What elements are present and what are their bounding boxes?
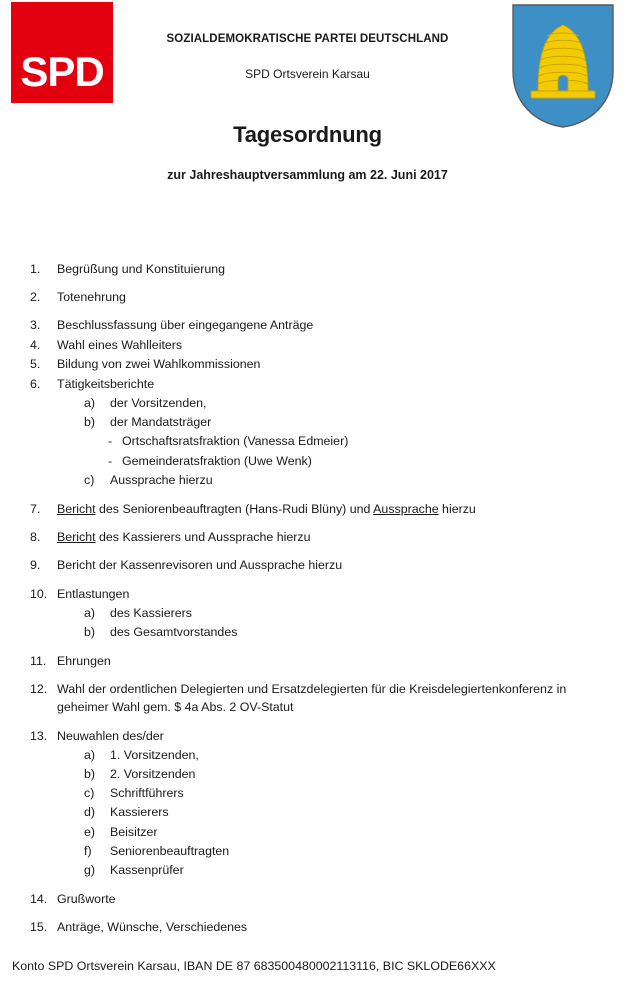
plain-term: des Kassierers und Aussprache hierzu	[95, 529, 311, 544]
agenda-subitem-label: des Kassierers	[110, 605, 192, 620]
agenda-subitem	[0, 784, 632, 803]
organization-chapter: SPD Ortsverein Karsau	[245, 67, 370, 81]
page-subtitle: zur Jahreshauptversammlung am 22. Juni 2017	[167, 168, 448, 182]
agenda-subitem-marker: g)	[84, 863, 96, 878]
agenda-item-label: Neuwahlen des/der	[57, 728, 164, 743]
agenda-item	[0, 317, 632, 335]
agenda-item-marker: 11.	[30, 653, 47, 668]
agenda-item-label	[57, 502, 476, 516]
agenda-item-marker: 1.	[30, 261, 41, 276]
agenda-subitem-label: der Mandatsträger	[110, 415, 212, 430]
agenda-subitem-marker: b)	[84, 767, 96, 782]
agenda-subitem-marker: d)	[84, 805, 96, 820]
plain-term: hierzu	[438, 501, 476, 516]
bank-account-footer: Konto SPD Ortsverein Karsau, IBAN DE 87 683500480002113116, BIC SKLODE66XXX	[12, 959, 496, 973]
agenda-item-label: Tätigkeitsberichte	[57, 376, 155, 391]
agenda-item-marker: 4.	[30, 337, 41, 352]
agenda-item	[0, 681, 632, 717]
agenda-item-label: Bericht der Kassenrevisoren und Aussprache hierzu	[57, 558, 343, 573]
agenda-subitem-label: Kassierers	[110, 805, 169, 820]
agenda-subitem-marker: a)	[84, 605, 96, 620]
agenda-subitem	[0, 604, 632, 623]
underlined-term: Bericht	[57, 529, 96, 544]
agenda-subitem	[0, 471, 632, 490]
agenda-item-label: Wahl eines Wahlleiters	[57, 337, 183, 352]
underlined-term: Bericht	[57, 501, 96, 516]
agenda-subitem-marker: a)	[84, 395, 96, 410]
agenda-item	[0, 261, 632, 279]
agenda-subitem-label: Kassenprüfer	[110, 863, 184, 878]
agenda-subitem	[0, 765, 632, 784]
header-center-block	[120, 0, 495, 81]
agenda-subitem-label: der Vorsitzenden,	[110, 395, 207, 410]
agenda-item-label: Wahl der ordentlichen Delegierten und Ersatzdelegierten für die Kreisdelegiertenkonferenz in geheimer Wahl gem. $ 4a Abs. 2 OV-Statut	[57, 682, 567, 715]
agenda-item-label: Anträge, Wünsche, Verschiedenes	[57, 920, 248, 935]
agenda-subitem-label: Schriftführers	[110, 786, 184, 801]
agenda-item	[0, 891, 632, 909]
agenda-item-label: Begrüßung und Konstituierung	[57, 261, 226, 276]
agenda-item-label: Ehrungen	[57, 653, 111, 668]
spd-logo	[11, 2, 113, 103]
agenda-item	[0, 501, 632, 519]
agenda-dash-item-marker: -	[108, 434, 113, 449]
agenda-dash-item	[0, 452, 632, 471]
organization-name: SOZIALDEMOKRATISCHE PARTEI DEUTSCHLAND	[166, 33, 449, 45]
agenda-subitem	[0, 842, 632, 861]
agenda-subitem-label: Aussprache hierzu	[110, 472, 213, 487]
agenda-item-label	[57, 530, 310, 544]
agenda-item-marker: 8.	[30, 529, 41, 544]
agenda-item	[0, 337, 632, 355]
agenda-item-marker: 3.	[30, 318, 41, 333]
agenda-subitem-marker: c)	[84, 472, 95, 487]
agenda-item-marker: 12.	[30, 682, 48, 697]
agenda-item-label: Beschlussfassung über eingegangene Anträge	[57, 318, 314, 333]
agenda-item-marker: 6.	[30, 376, 41, 391]
page-title: Tagesordnung	[233, 122, 382, 147]
agenda-subitem	[0, 823, 632, 842]
agenda-subitem-marker: b)	[84, 625, 96, 640]
agenda-item-marker: 15.	[30, 920, 48, 935]
agenda-subitem	[0, 394, 632, 413]
karsau-beehive-coat-of-arms-icon	[511, 3, 615, 129]
agenda-subitem-marker: f)	[84, 843, 92, 858]
underlined-term: Aussprache	[373, 501, 439, 516]
agenda-subitem	[0, 861, 632, 880]
agenda-item	[0, 919, 632, 937]
agenda-dash-item-label: Gemeinderatsfraktion (Uwe Wenk)	[122, 453, 312, 468]
agenda-item	[0, 356, 632, 374]
agenda-item-marker: 2.	[30, 289, 41, 304]
title-block	[120, 122, 495, 182]
agenda-dash-item-marker: -	[108, 453, 113, 468]
agenda-item	[0, 376, 632, 394]
agenda-item-label: Bildung von zwei Wahlkommissionen	[57, 357, 261, 372]
spd-logo-text: SPD	[20, 48, 104, 95]
agenda-item-marker: 5.	[30, 357, 41, 372]
agenda-subitem-label: Seniorenbeauftragten	[110, 843, 230, 858]
agenda-item-marker: 7.	[30, 501, 41, 516]
agenda-subitem-marker: a)	[84, 747, 96, 762]
agenda-item	[0, 653, 632, 671]
agenda-subitem	[0, 803, 632, 822]
agenda-subitem	[0, 623, 632, 642]
agenda-subitem	[0, 413, 632, 432]
agenda-item	[0, 289, 632, 307]
agenda-subitem-marker: c)	[84, 786, 95, 801]
agenda-item-marker: 14.	[30, 891, 48, 906]
agenda-subitem-label: des Gesamtvorstandes	[110, 625, 238, 640]
agenda-item-label: Totenehrung	[57, 289, 126, 304]
agenda-subitem-marker: b)	[84, 415, 96, 430]
agenda-item	[0, 529, 632, 547]
agenda-item-marker: 9.	[30, 558, 41, 573]
agenda-subitem-label: 1. Vorsitzenden,	[110, 747, 199, 762]
agenda-item	[0, 728, 632, 746]
agenda-item-label: Grußworte	[57, 891, 116, 906]
agenda-subitem	[0, 746, 632, 765]
agenda-subitem-label: 2. Vorsitzenden	[110, 767, 196, 782]
agenda-item	[0, 586, 632, 604]
agenda-subitem-label: Beisitzer	[110, 824, 158, 839]
agenda-item-label: Entlastungen	[57, 586, 130, 601]
agenda-item	[0, 557, 632, 575]
agenda-item-marker: 10.	[30, 586, 48, 601]
agenda-item-marker: 13.	[30, 728, 48, 743]
agenda-subitem-marker: e)	[84, 824, 96, 839]
agenda-dash-item-label: Ortschaftsratsfraktion (Vanessa Edmeier)	[122, 434, 349, 449]
plain-term: des Seniorenbeauftragten (Hans-Rudi Blüny) und	[95, 501, 374, 516]
agenda-list	[0, 250, 632, 937]
agenda-dash-item	[0, 432, 632, 451]
